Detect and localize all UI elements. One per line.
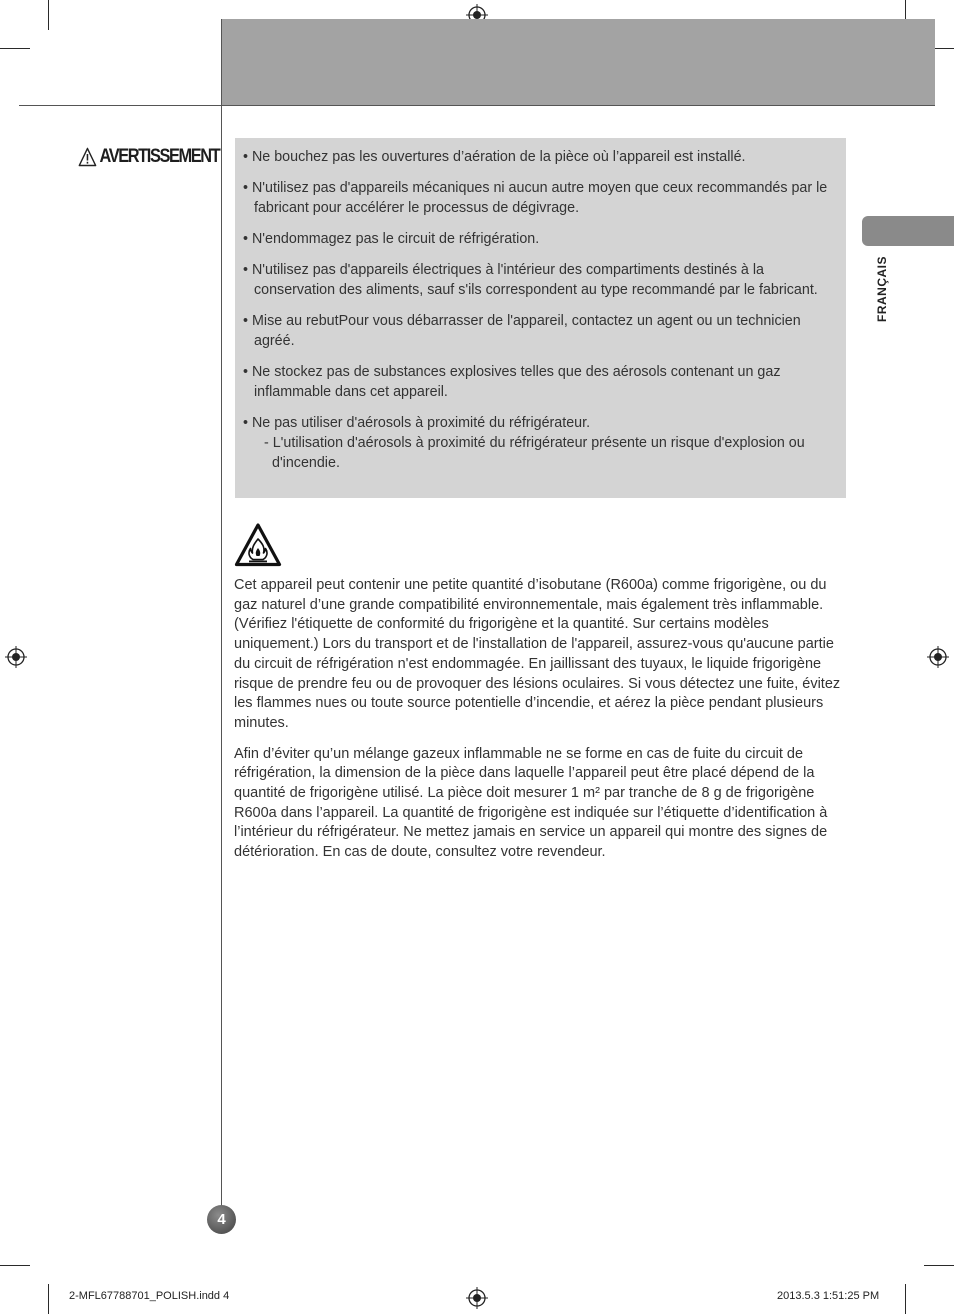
warning-heading — [78, 146, 219, 168]
language-label: FRANÇAIS — [875, 256, 889, 322]
paragraph: Afin d’éviter qu’un mélange gazeux inflammable ne se forme en cas de fuite du circuit de réfrigération, la dimension de la pièce dans laquelle l’appareil peut être placé dépend de la quantité de frigorigène utilisé. La pièce doit mesurer 1 m² par tranche de 8 g de frigorigène R600a dans l’appareil. La quantité de frigorigène est indiquée sur l’étiquette d’identification à l’intérieur du réfrigérateur. Ne mettez jamais en service un appareil qui montre des signes de détérioration. En cas de doute, consultez votre revendeur. — [234, 745, 828, 861]
warning-item: • N'utilisez pas d'appareils électriques à l'intérieur des compartiments destinés à la conservation des aliments, sauf s'ils correspondent au type recommandé par le fabricant. — [243, 262, 818, 298]
flammable-refrigerant-text — [234, 576, 842, 874]
warning-item — [243, 413, 834, 473]
header-divider — [19, 105, 935, 106]
warning-item: • N'endommagez pas le circuit de réfrigération. — [243, 231, 540, 247]
registration-mark-icon — [466, 1287, 488, 1309]
crop-mark — [48, 0, 49, 30]
crop-mark — [905, 1284, 906, 1314]
warning-item-text: • Ne pas utiliser d'aérosols à proximité du réfrigérateur. — [243, 415, 591, 431]
flammable-warning-icon — [234, 522, 282, 568]
print-timestamp: 2013.5.3 1:51:25 PM — [777, 1290, 880, 1302]
registration-mark-icon — [5, 646, 27, 668]
registration-mark-icon — [927, 646, 949, 668]
warning-item: • Mise au rebutPour vous débarrasser de l'appareil, contactez un agent ou un technicien agréé. — [243, 313, 801, 349]
crop-mark — [48, 1284, 49, 1314]
warning-item: • Ne bouchez pas les ouvertures d’aération de la pièce où l’appareil est installé. — [243, 149, 746, 165]
paragraph: Cet appareil peut contenir une petite quantité d’isobutane (R600a) comme frigorigène, ou du gaz naturel d’une grande compatibilité environnementale, mais également très inflammable.(Vérifiez l'étiquette de conformité du frigorigène et la quantité. Sur certains modèles uniquement.) Lors du transport et de l'installation de l'appareil, assurez-vous qu'aucune partie du circuit de réfrigération n'est endommagée. En jaillissant des tuyaux, le liquide frigorigène risque de prendre feu ou de provoquer des lésions oculaires. Si vous détectez une fuite, évitez les flammes nues ou toute source potentielle d’incendie, et aérez la pièce pendant plusieurs minutes. — [234, 577, 841, 731]
warning-list — [243, 147, 834, 473]
warning-triangle-icon — [78, 147, 97, 167]
warning-sub-item: - L'utilisation d'aérosols à proximité du réfrigérateur présente un risque d'explosion ou d'incendie. — [264, 435, 805, 471]
language-tab — [862, 216, 954, 246]
column-divider — [221, 19, 222, 1231]
warning-box — [235, 138, 846, 498]
crop-mark — [0, 1265, 30, 1266]
header-bar — [222, 19, 935, 105]
page-number: 4 — [207, 1205, 236, 1234]
print-file-slug: 2-MFL67788701_POLISH.indd 4 — [69, 1290, 230, 1302]
warning-heading-text: AVERTISSEMENT — [99, 146, 219, 167]
warning-item: • Ne stockez pas de substances explosives telles que des aérosols contenant un gaz inflammable dans cet appareil. — [243, 364, 781, 400]
crop-mark — [924, 1265, 954, 1266]
crop-mark — [0, 48, 30, 49]
warning-item: • N'utilisez pas d'appareils mécaniques ni aucun autre moyen que ceux recommandés par le fabricant pour accélérer le processus de dégivrage. — [243, 180, 828, 216]
